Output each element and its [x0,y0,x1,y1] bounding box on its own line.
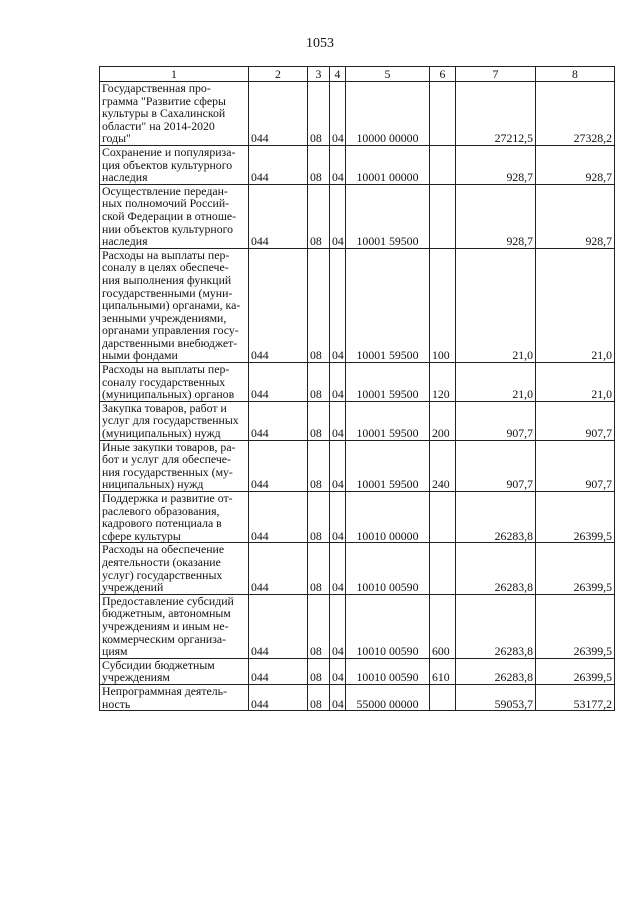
subsection-code: 04 [330,594,346,658]
target-article: 10010 00590 [346,658,430,684]
ministry-code: 044 [249,82,308,146]
header-col-4: 4 [330,67,346,82]
subsection-code: 04 [330,145,346,184]
header-col-3: 3 [308,67,330,82]
header-col-1: 1 [100,67,249,82]
amount-year-2: 907,7 [536,440,615,491]
amount-year-2: 27328,2 [536,82,615,146]
ministry-code: 044 [249,684,308,710]
target-article: 55000 00000 [346,684,430,710]
amount-year-2: 907,7 [536,401,615,440]
amount-year-2: 26399,5 [536,543,615,594]
ministry-code: 044 [249,248,308,362]
table-row [100,248,615,362]
section-code: 08 [308,401,330,440]
amount-year-1: 59053,7 [456,684,536,710]
row-name: Поддержка и развитие от- раслевого образования, кадрового потенциала в сфере культуры [100,492,249,543]
amount-year-1: 928,7 [456,184,536,248]
expense-type [430,82,456,146]
amount-year-2: 21,0 [536,248,615,362]
table-row [100,440,615,491]
row-name: Расходы на выплаты пер- соналу в целях обеспече- ния выполнения функций государственными (муни- ципальными) органами, ка- зенными учреждениями, органами управления госу- дарственными внебюджет- ными фондами [100,248,249,362]
ministry-code: 044 [249,440,308,491]
expense-type: 240 [430,440,456,491]
subsection-code: 04 [330,543,346,594]
header-col-2: 2 [249,67,308,82]
target-article: 10010 00590 [346,594,430,658]
header-row [100,67,615,82]
amount-year-1: 21,0 [456,363,536,402]
section-code: 08 [308,658,330,684]
table-row [100,401,615,440]
subsection-code: 04 [330,401,346,440]
amount-year-1: 26283,8 [456,492,536,543]
target-article: 10001 59500 [346,440,430,491]
amount-year-1: 27212,5 [456,82,536,146]
section-code: 08 [308,492,330,543]
row-name: Сохранение и популяриза- ция объектов культурного наследия [100,145,249,184]
subsection-code: 04 [330,684,346,710]
expense-type: 610 [430,658,456,684]
ministry-code: 044 [249,401,308,440]
row-name: Закупка товаров, работ и услуг для государственных (муниципальных) нужд [100,401,249,440]
expense-type [430,184,456,248]
budget-table [99,66,615,711]
amount-year-2: 928,7 [536,145,615,184]
expense-type [430,543,456,594]
amount-year-1: 907,7 [456,440,536,491]
subsection-code: 04 [330,248,346,362]
subsection-code: 04 [330,82,346,146]
expense-type: 120 [430,363,456,402]
subsection-code: 04 [330,658,346,684]
header-col-6: 6 [430,67,456,82]
expense-type [430,145,456,184]
table-row [100,594,615,658]
row-name: Иные закупки товаров, ра- бот и услуг для обеспече- ния государственных (му- ниципальных) нужд [100,440,249,491]
section-code: 08 [308,363,330,402]
header-col-7: 7 [456,67,536,82]
header-col-5: 5 [346,67,430,82]
expense-type [430,684,456,710]
ministry-code: 044 [249,184,308,248]
section-code: 08 [308,684,330,710]
section-code: 08 [308,82,330,146]
table-row [100,82,615,146]
ministry-code: 044 [249,658,308,684]
ministry-code: 044 [249,543,308,594]
ministry-code: 044 [249,492,308,543]
amount-year-1: 26283,8 [456,543,536,594]
page-number: 1053 [306,36,334,51]
target-article: 10001 59500 [346,248,430,362]
row-name: Предоставление субсидий бюджетным, автономным учреждениям и иным не- коммерческим организа- циям [100,594,249,658]
ministry-code: 044 [249,594,308,658]
target-article: 10001 59500 [346,401,430,440]
header-col-8: 8 [536,67,615,82]
row-name: Осуществление передан- ных полномочий Россий- ской Федерации в отноше- нии объектов культурного наследия [100,184,249,248]
section-code: 08 [308,543,330,594]
amount-year-2: 26399,5 [536,492,615,543]
section-code: 08 [308,184,330,248]
amount-year-2: 21,0 [536,363,615,402]
amount-year-2: 53177,2 [536,684,615,710]
table-row [100,363,615,402]
table-row [100,684,615,710]
table-row [100,492,615,543]
expense-type: 600 [430,594,456,658]
subsection-code: 04 [330,363,346,402]
subsection-code: 04 [330,492,346,543]
amount-year-1: 21,0 [456,248,536,362]
amount-year-1: 26283,8 [456,658,536,684]
target-article: 10010 00590 [346,543,430,594]
table-row [100,658,615,684]
expense-type [430,492,456,543]
amount-year-1: 907,7 [456,401,536,440]
section-code: 08 [308,440,330,491]
subsection-code: 04 [330,184,346,248]
row-name: Субсидии бюджетным учреждениям [100,658,249,684]
amount-year-1: 928,7 [456,145,536,184]
row-name: Расходы на обеспечение деятельности (оказание услуг) государственных учреждений [100,543,249,594]
expense-type: 200 [430,401,456,440]
amount-year-2: 26399,5 [536,594,615,658]
target-article: 10001 59500 [346,363,430,402]
subsection-code: 04 [330,440,346,491]
target-article: 10010 00000 [346,492,430,543]
target-article: 10001 00000 [346,145,430,184]
row-name: Расходы на выплаты пер- соналу государственных (муниципальных) органов [100,363,249,402]
ministry-code: 044 [249,145,308,184]
target-article: 10000 00000 [346,82,430,146]
table-row [100,184,615,248]
expense-type: 100 [430,248,456,362]
amount-year-1: 26283,8 [456,594,536,658]
amount-year-2: 26399,5 [536,658,615,684]
section-code: 08 [308,594,330,658]
row-name: Непрограммная деятель- ность [100,684,249,710]
amount-year-2: 928,7 [536,184,615,248]
table-row [100,145,615,184]
target-article: 10001 59500 [346,184,430,248]
table-row [100,543,615,594]
section-code: 08 [308,145,330,184]
ministry-code: 044 [249,363,308,402]
row-name: Государственная про- грамма "Развитие сферы культуры в Сахалинской области" на 2014-2020 годы" [100,82,249,146]
section-code: 08 [308,248,330,362]
